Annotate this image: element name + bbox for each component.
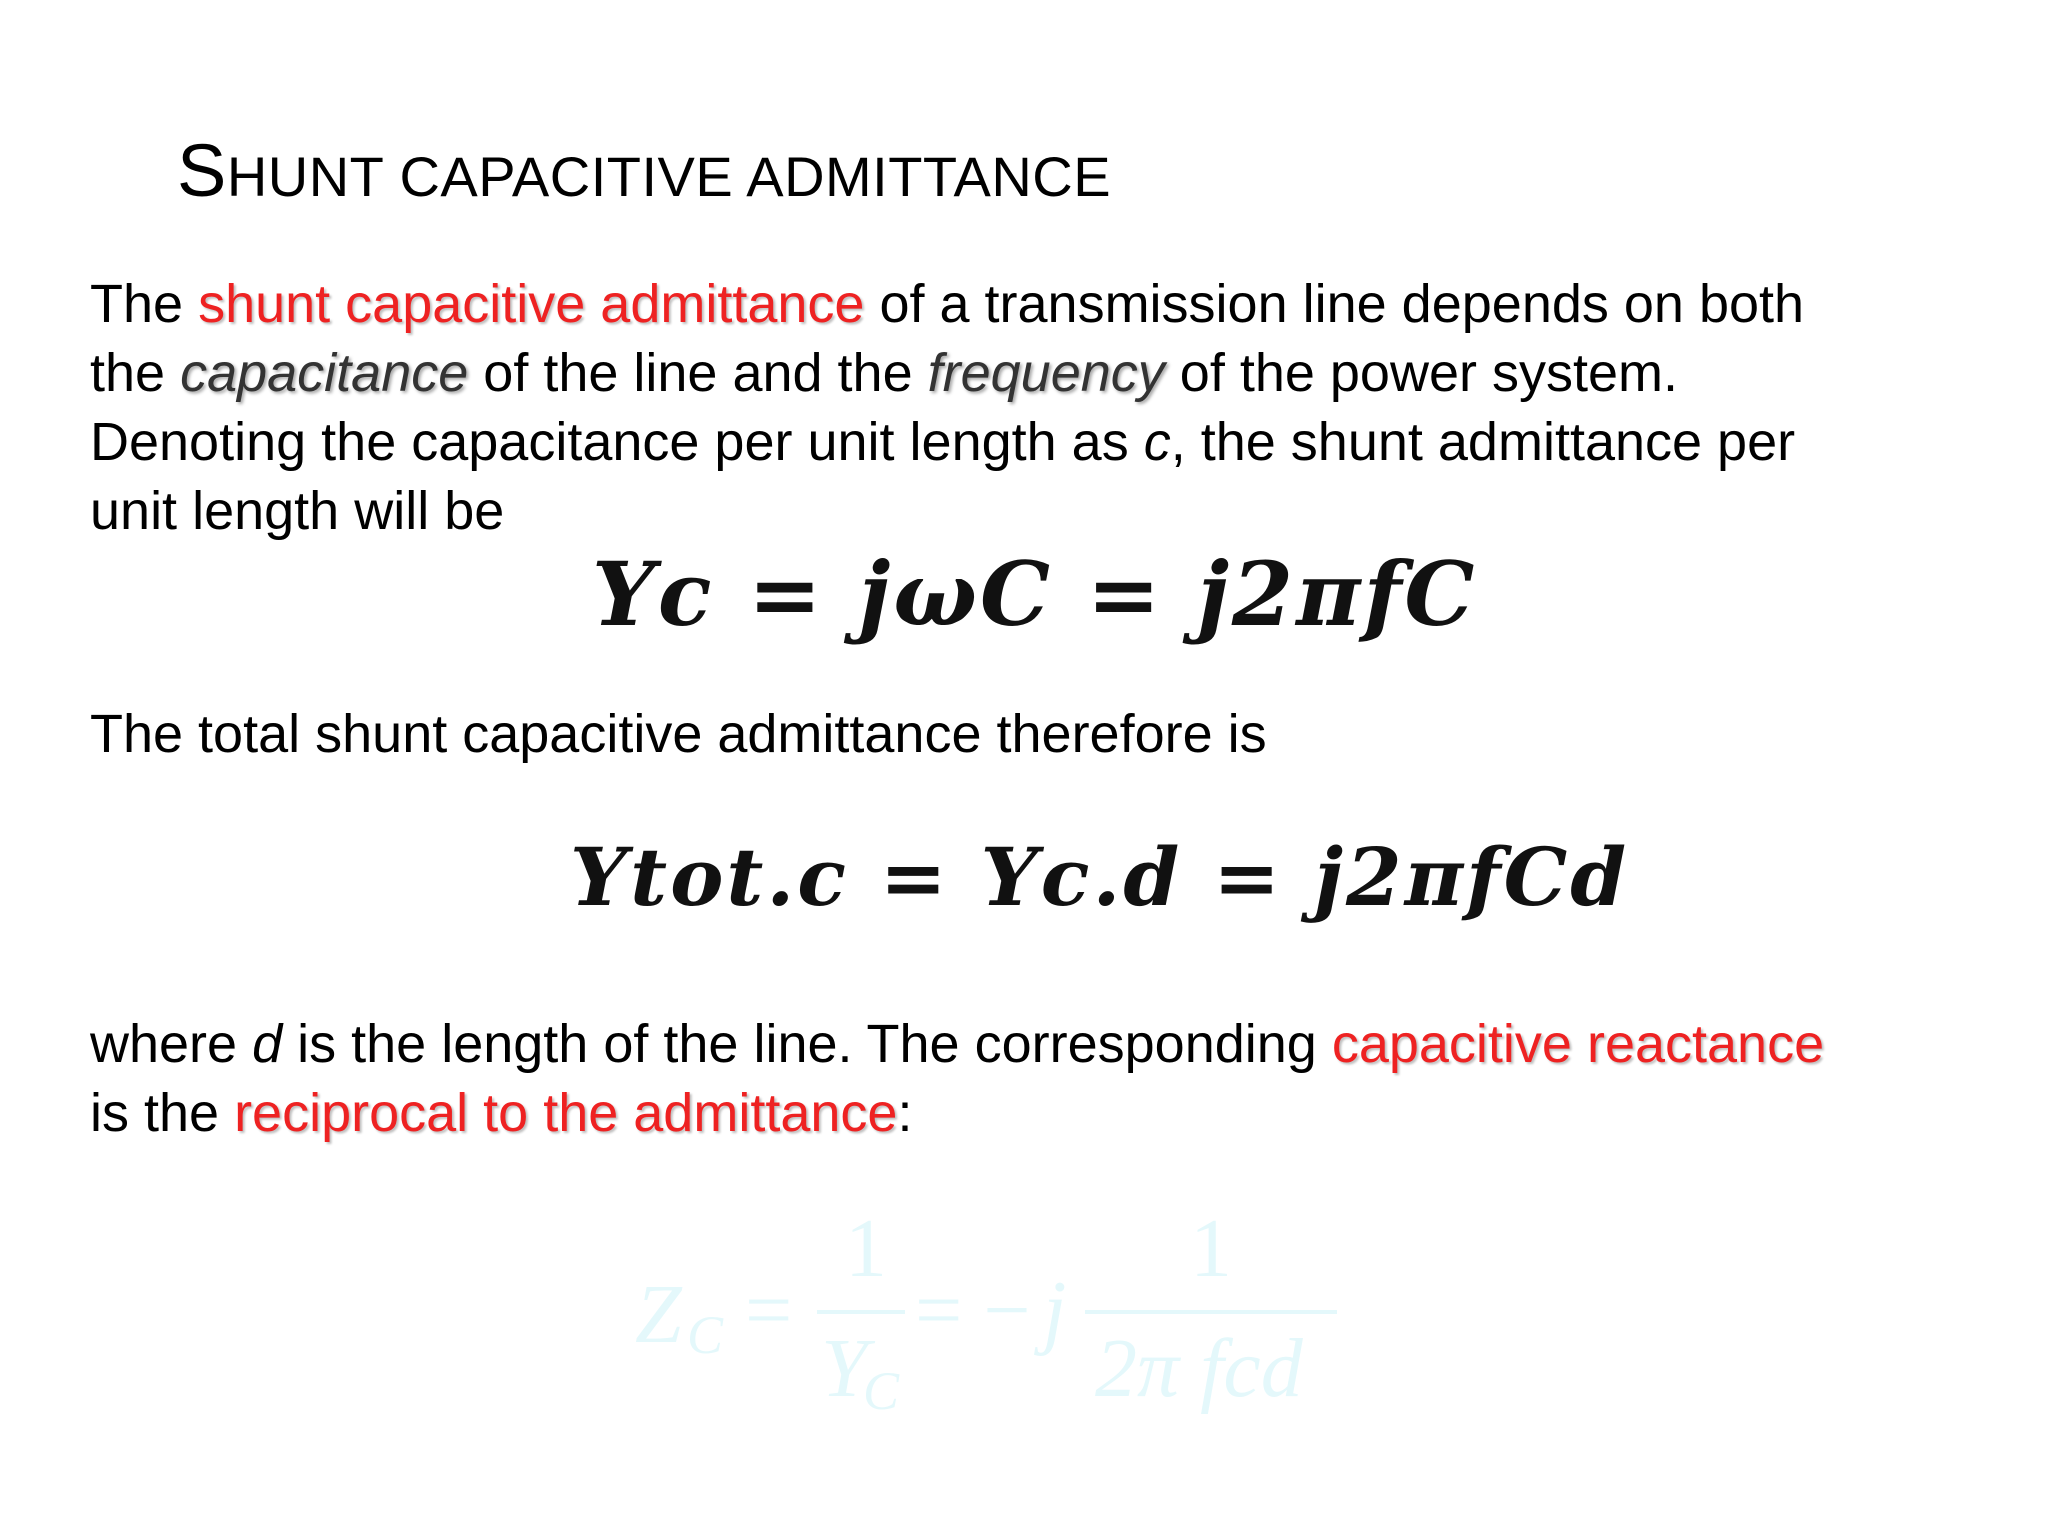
intro-line-3 (90, 408, 1804, 477)
text-run: the (90, 343, 181, 403)
title-rest: HUNT CAPACITIVE ADMITTANCE (226, 145, 1112, 208)
highlight-frequency: frequency (927, 343, 1165, 403)
reactance-line-1 (90, 1010, 1824, 1079)
reactance-paragraph (90, 1010, 1824, 1148)
text-run: The (90, 274, 199, 334)
equation-unit-admittance: Yc = jωC = j2πfC (592, 542, 1478, 646)
eq3-equals-1: = (745, 1264, 793, 1357)
text-run: of the power system. (1164, 343, 1678, 403)
reactance-line-2 (90, 1079, 1824, 1148)
intro-line-4: unit length will be (90, 481, 505, 541)
highlight-capacitive-reactance: capacitive reactance (1331, 1014, 1825, 1074)
eq3-z-subscript: C (687, 1305, 724, 1365)
slide-title (177, 128, 1111, 213)
eq3-z: Z (635, 1268, 682, 1361)
eq3-equals-minus: = − (915, 1264, 1031, 1357)
text-run: is the length of the line. The corresponding (282, 1014, 1332, 1074)
intro-paragraph (90, 270, 1804, 546)
total-admittance-paragraph: The total shunt capacitive admittance therefore is (90, 704, 1267, 764)
text-run: Denoting the capacitance per unit length as (90, 412, 1144, 472)
variable-c: c (1143, 412, 1171, 472)
eq3-denominator-2: 2π fcd (1095, 1322, 1303, 1415)
equation-total-admittance: Ytot.c = Yc.d = j2πfCd (570, 830, 1630, 924)
eq3-j: j (1043, 1264, 1067, 1357)
equation-capacitive-reactance-faded (625, 1200, 1345, 1420)
title-initial: S (177, 129, 227, 212)
eq3-numerator-1: 1 (845, 1202, 887, 1295)
eq3-denominator-1-subscript: C (863, 1361, 900, 1421)
text-run: : (897, 1083, 913, 1143)
eq3-numerator-2: 1 (1190, 1202, 1232, 1295)
intro-line-1 (90, 270, 1804, 339)
highlight-capacitance: capacitance (180, 343, 469, 403)
text-run: is the (90, 1083, 235, 1143)
highlight-shunt-capacitive-admittance: shunt capacitive admittance (198, 274, 865, 334)
eq3-fraction-bar-1 (817, 1310, 905, 1314)
text-run: of a transmission line depends on both (864, 274, 1805, 334)
text-run: of the line and the (468, 343, 928, 403)
text-run: where (90, 1014, 253, 1074)
eq3-denominator-1: Y (821, 1322, 868, 1415)
intro-line-2 (90, 339, 1804, 408)
text-run: , the shunt admittance per (1170, 412, 1796, 472)
eq3-fraction-bar-2 (1085, 1310, 1337, 1314)
highlight-reciprocal: reciprocal to the admittance (234, 1083, 898, 1143)
variable-d: d (252, 1014, 283, 1074)
